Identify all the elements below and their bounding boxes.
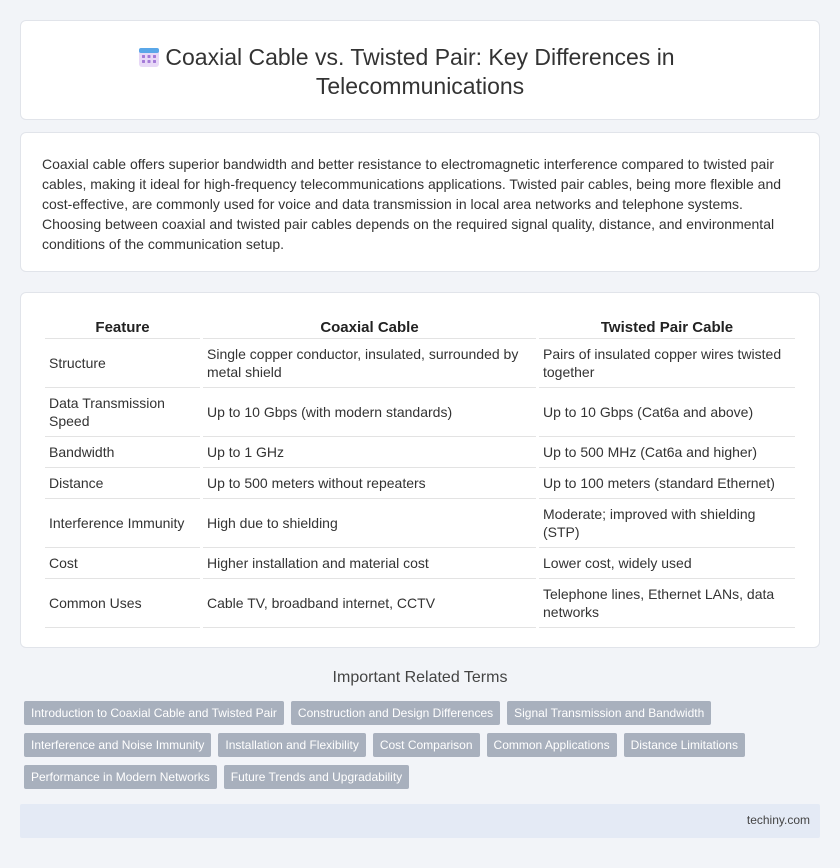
cell-feature: Structure — [45, 339, 200, 388]
related-term-tag[interactable]: Distance Limitations — [624, 733, 745, 757]
header-feature: Feature — [45, 315, 200, 339]
cell-twisted-pair: Lower cost, widely used — [539, 548, 795, 579]
cell-twisted-pair: Telephone lines, Ethernet LANs, data networks — [539, 579, 795, 628]
cell-feature: Common Uses — [45, 579, 200, 628]
cell-coaxial: Single copper conductor, insulated, surrounded by metal shield — [203, 339, 536, 388]
cell-coaxial: Up to 1 GHz — [203, 437, 536, 468]
page-title — [21, 43, 819, 101]
cell-twisted-pair: Moderate; improved with shielding (STP) — [539, 499, 795, 548]
header-coaxial: Coaxial Cable — [203, 315, 536, 339]
table-row — [45, 579, 795, 628]
tag-row — [24, 765, 824, 789]
page-title-line-1: Coaxial Cable vs. Twisted Pair: Key Differences in — [165, 44, 675, 70]
related-term-tag[interactable]: Construction and Design Differences — [291, 701, 500, 725]
cell-coaxial: Cable TV, broadband internet, CCTV — [203, 579, 536, 628]
cell-coaxial: Higher installation and material cost — [203, 548, 536, 579]
summary-text: Coaxial cable offers superior bandwidth and better resistance to electromagnetic interference compared to twisted pair cables, making it ideal for high-frequency telecommunications applications. Twisted pair cables, being more flexible and cost-effective, are commonly used for voice and data transmission in local area networks and telephone systems. Choosing between coaxial and twisted pair cables depends on the required signal quality, distance, and environmental conditions of the communication setup. — [42, 156, 782, 252]
table-row — [45, 388, 795, 437]
cell-coaxial: Up to 500 meters without repeaters — [203, 468, 536, 499]
cell-feature: Cost — [45, 548, 200, 579]
table-row — [45, 548, 795, 579]
cell-twisted-pair: Up to 10 Gbps (Cat6a and above) — [539, 388, 795, 437]
summary-card — [20, 132, 820, 272]
comparison-table-card — [20, 292, 820, 648]
cell-coaxial: High due to shielding — [203, 499, 536, 548]
header-twisted-pair: Twisted Pair Cable — [539, 315, 795, 339]
related-term-tag[interactable]: Common Applications — [487, 733, 617, 757]
related-terms-list — [24, 701, 824, 797]
related-term-tag[interactable]: Cost Comparison — [373, 733, 480, 757]
cell-feature: Interference Immunity — [45, 499, 200, 548]
footer-site-link[interactable]: techiny.com — [746, 813, 810, 827]
page-title-line-2: Telecommunications — [315, 73, 525, 99]
related-term-tag[interactable]: Performance in Modern Networks — [24, 765, 217, 789]
comparison-table — [42, 315, 798, 628]
cell-twisted-pair: Pairs of insulated copper wires twisted together — [539, 339, 795, 388]
title-card — [20, 20, 820, 120]
related-term-tag[interactable]: Signal Transmission and Bandwidth — [507, 701, 711, 725]
table-row — [45, 437, 795, 468]
related-term-tag[interactable]: Installation and Flexibility — [218, 733, 365, 757]
cell-feature: Bandwidth — [45, 437, 200, 468]
tag-row — [24, 733, 824, 757]
cell-feature: Distance — [45, 468, 200, 499]
table-row — [45, 499, 795, 548]
tag-row — [24, 701, 824, 725]
cell-twisted-pair: Up to 500 MHz (Cat6a and higher) — [539, 437, 795, 468]
table-row — [45, 339, 795, 388]
related-term-tag[interactable]: Introduction to Coaxial Cable and Twisted Pair — [24, 701, 284, 725]
cell-coaxial: Up to 10 Gbps (with modern standards) — [203, 388, 536, 437]
cell-feature: Data Transmission Speed — [45, 388, 200, 437]
cell-twisted-pair: Up to 100 meters (standard Ethernet) — [539, 468, 795, 499]
related-term-tag[interactable]: Future Trends and Upgradability — [224, 765, 409, 789]
related-terms-heading: Important Related Terms — [332, 669, 508, 686]
table-row — [45, 468, 795, 499]
footer — [20, 804, 820, 838]
table-header-row — [45, 315, 795, 339]
related-term-tag[interactable]: Interference and Noise Immunity — [24, 733, 211, 757]
